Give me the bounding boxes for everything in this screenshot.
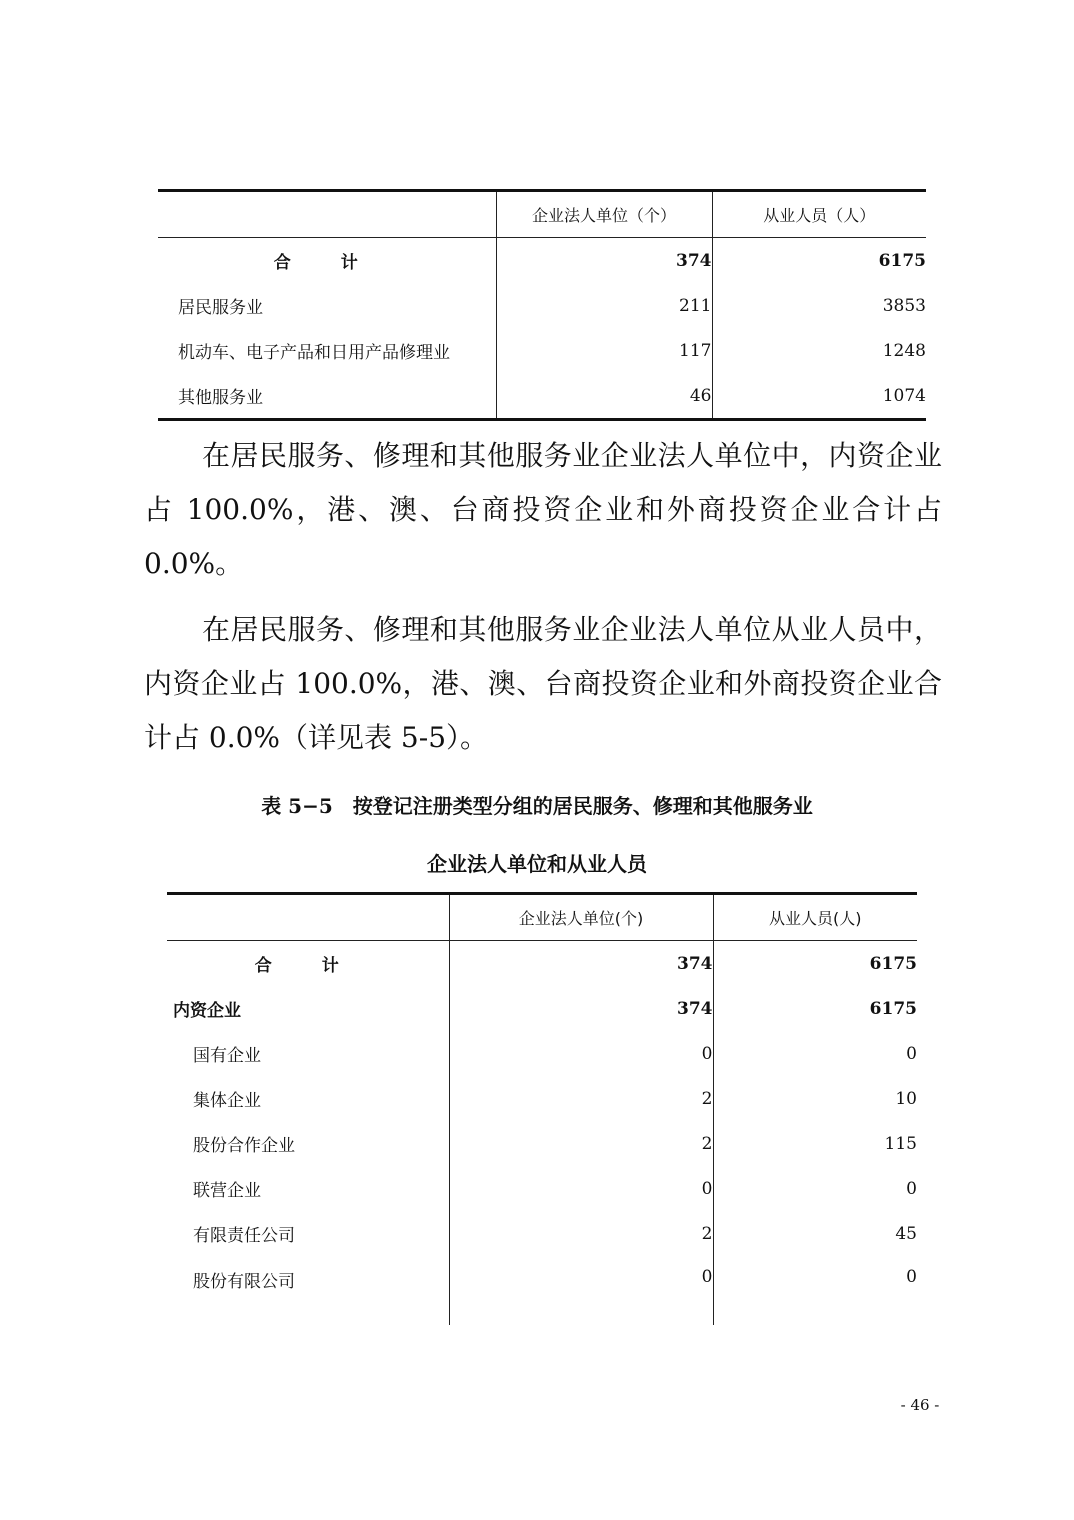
body-paragraph: 在居民服务、修理和其他服务业企业法人单位从业人员中，内资企业占 100.0%，港、澳、台商投资企业和外商投资企业合计占 0.0%（详见表 5-5）。 [144,613,942,754]
row-label: 居民服务业 [178,298,263,318]
row-staff: 3853 [712,283,926,328]
table-row [167,1166,917,1211]
header-empty-cell [167,894,449,941]
page-number: - 46 - [900,1396,940,1414]
row-label: 股份合作企业 [193,1136,295,1156]
row-staff: 1248 [712,328,926,373]
row-staff: 45 [713,1211,917,1256]
row-units: 0 [449,1031,713,1076]
table-row [167,1121,917,1166]
table-row [167,1256,917,1325]
row-label: 国有企业 [193,1046,261,1066]
row-staff: 0 [713,1031,917,1076]
table-row [167,1076,917,1121]
header-empty-cell [158,191,496,238]
table-row [158,328,926,373]
header-staff: 从业人员(人) [713,894,917,941]
row-staff: 10 [713,1076,917,1121]
total-label: 合 计 [167,941,449,987]
table-caption-line2: 企业法人单位和从业人员 [427,852,647,876]
table-header-row [167,894,917,941]
row-label: 有限责任公司 [193,1226,295,1246]
row-label: 股份有限公司 [193,1272,295,1292]
industry-breakdown-table [158,189,926,421]
row-units: 2 [449,1121,713,1166]
table-row [167,1031,917,1076]
row-label: 联营企业 [193,1181,261,1201]
table-total-row [158,238,926,284]
table-group-row [167,986,917,1031]
total-staff: 6175 [712,238,926,284]
total-staff: 6175 [713,941,917,987]
row-staff: 0 [713,1256,917,1325]
table-row [158,373,926,420]
body-paragraph: 在居民服务、修理和其他服务业企业法人单位中，内资企业占 100.0%，港、澳、台商投资企业和外商投资企业合计占 0.0%。 [144,439,942,580]
group-units: 374 [449,986,713,1031]
total-units: 374 [449,941,713,987]
row-units: 0 [449,1256,713,1325]
table-header-row [158,191,926,238]
table-row [167,1211,917,1256]
row-staff: 115 [713,1121,917,1166]
table-row [158,283,926,328]
row-units: 2 [449,1211,713,1256]
table-caption-line1: 表 5−5 按登记注册类型分组的居民服务、修理和其他服务业 [261,794,813,818]
table-total-row [167,941,917,987]
row-label: 集体企业 [193,1091,261,1111]
row-units: 0 [449,1166,713,1211]
row-units: 46 [496,373,712,420]
registration-type-table [167,892,917,1325]
row-staff: 1074 [712,373,926,420]
total-units: 374 [496,238,712,284]
group-label: 内资企业 [173,1001,241,1021]
row-staff: 0 [713,1166,917,1211]
header-units: 企业法人单位（个） [496,191,712,238]
row-units: 211 [496,283,712,328]
header-units: 企业法人单位(个) [449,894,713,941]
header-staff: 从业人员（人） [712,191,926,238]
row-label: 机动车、电子产品和日用产品修理业 [178,343,450,363]
row-label: 其他服务业 [178,388,263,408]
row-units: 117 [496,328,712,373]
total-label: 合 计 [158,238,496,284]
row-units: 2 [449,1076,713,1121]
group-staff: 6175 [713,986,917,1031]
